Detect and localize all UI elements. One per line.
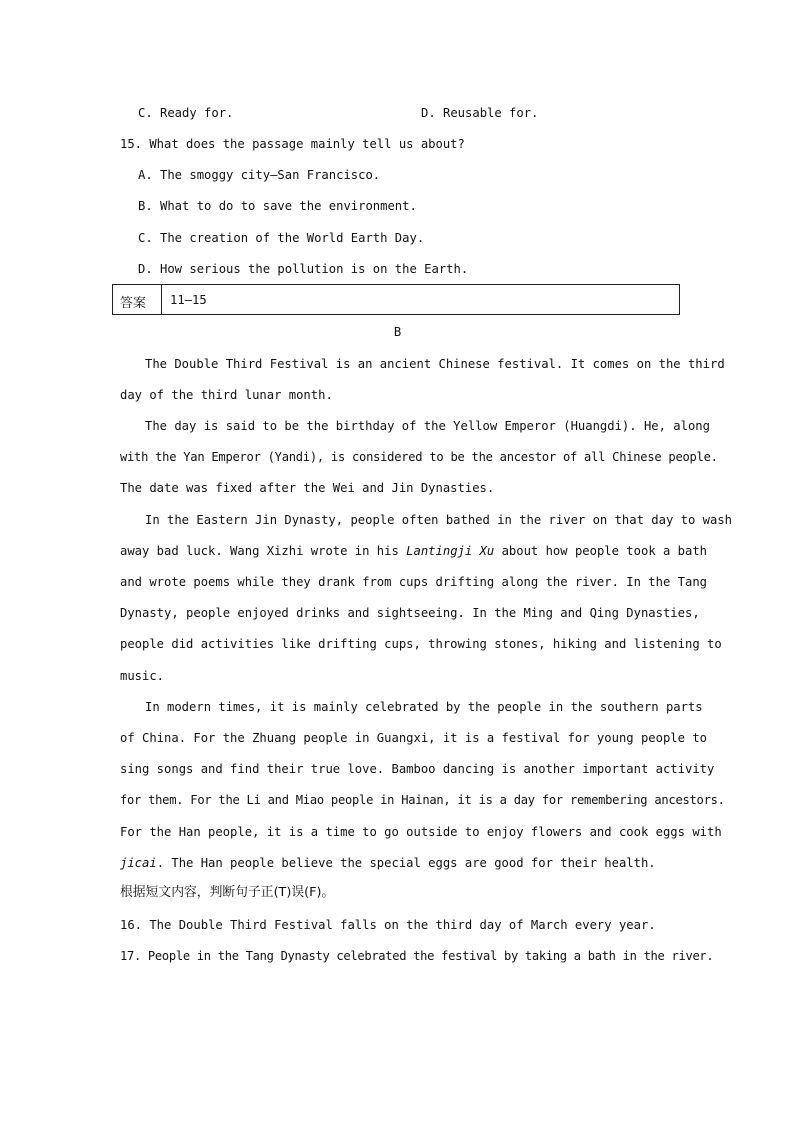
paragraph-3-line-2-post: about how people took a bath xyxy=(494,544,708,558)
paragraph-1-line-2: day of the third lunar month. xyxy=(120,388,333,402)
q14-option-c: C. Ready for. xyxy=(138,106,234,120)
paragraph-4-line-5: For the Han people, it is a time to go outside to enjoy flowers and cook eggs with xyxy=(120,825,722,839)
q15-option-a: A. The smoggy city—San Francisco. xyxy=(138,168,381,182)
paragraph-3-line-2 xyxy=(120,543,708,559)
paragraph-2-line-2: with the Yan Emperor (Yandi), is considered to be the ancestor of all Chinese people. xyxy=(120,450,718,464)
q15-option-d: D. How serious the pollution is on the Earth. xyxy=(138,262,469,276)
statement-16: 16. The Double Third Festival falls on the third day of March every year. xyxy=(120,918,656,932)
answer-label: 答案 xyxy=(120,296,147,311)
paragraph-3-line-3: and wrote poems while they drank from cups drifting along the river. In the Tang xyxy=(120,575,707,589)
tf-instruction: 根据短文内容，判断句子正(T)误(F)。 xyxy=(120,885,335,900)
q14-option-d: D. Reusable for. xyxy=(421,106,539,120)
paragraph-4-line-3: sing songs and find their true love. Bamboo dancing is another important activity xyxy=(120,762,715,776)
q15-stem: 15. What does the passage mainly tell us about? xyxy=(120,137,465,151)
jicai-term: jicai xyxy=(120,856,157,870)
book-title: Lantingji Xu xyxy=(406,544,495,558)
paragraph-3-line-1: In the Eastern Jin Dynasty, people often bathed in the river on that day to wash xyxy=(145,513,732,527)
q15-option-b: B. What to do to save the environment. xyxy=(138,199,417,213)
answer-value: 11—15 xyxy=(170,293,207,307)
q15-option-c: C. The creation of the World Earth Day. xyxy=(138,231,425,245)
paragraph-4-line-1: In modern times, it is mainly celebrated by the people in the southern parts xyxy=(145,700,703,714)
answer-box xyxy=(112,284,680,315)
paragraph-4-line-6 xyxy=(120,855,675,871)
paragraph-3-line-6: music. xyxy=(120,669,165,683)
statement-17: 17. People in the Tang Dynasty celebrated the festival by taking a bath in the river. xyxy=(120,949,714,963)
paragraph-2-line-3: The date was fixed after the Wei and Jin Dynasties. xyxy=(120,481,495,495)
paragraph-3-line-4: Dynasty, people enjoyed drinks and sightseeing. In the Ming and Qing Dynasties, xyxy=(120,606,700,620)
paragraph-4-line-6-post: . The Han people believe the special eggs are good for their health. xyxy=(156,856,656,870)
paragraph-2-line-1: The day is said to be the birthday of the Yellow Emperor (Huangdi). He, along xyxy=(145,419,710,433)
paragraph-3-line-2-pre: away bad luck. Wang Xizhi wrote in his xyxy=(120,544,407,558)
paragraph-4-line-4: for them. For the Li and Miao people in Hainan, it is a day for remembering ancestors. xyxy=(120,793,725,807)
answer-box-divider xyxy=(161,285,162,314)
paragraph-3-line-5: people did activities like drifting cups, throwing stones, hiking and listening to xyxy=(120,637,722,651)
paragraph-1-line-1: The Double Third Festival is an ancient Chinese festival. It comes on the third xyxy=(145,357,725,371)
paragraph-4-line-2: of China. For the Zhuang people in Guangxi, it is a festival for young people to xyxy=(120,731,707,745)
section-heading: B xyxy=(393,325,402,339)
